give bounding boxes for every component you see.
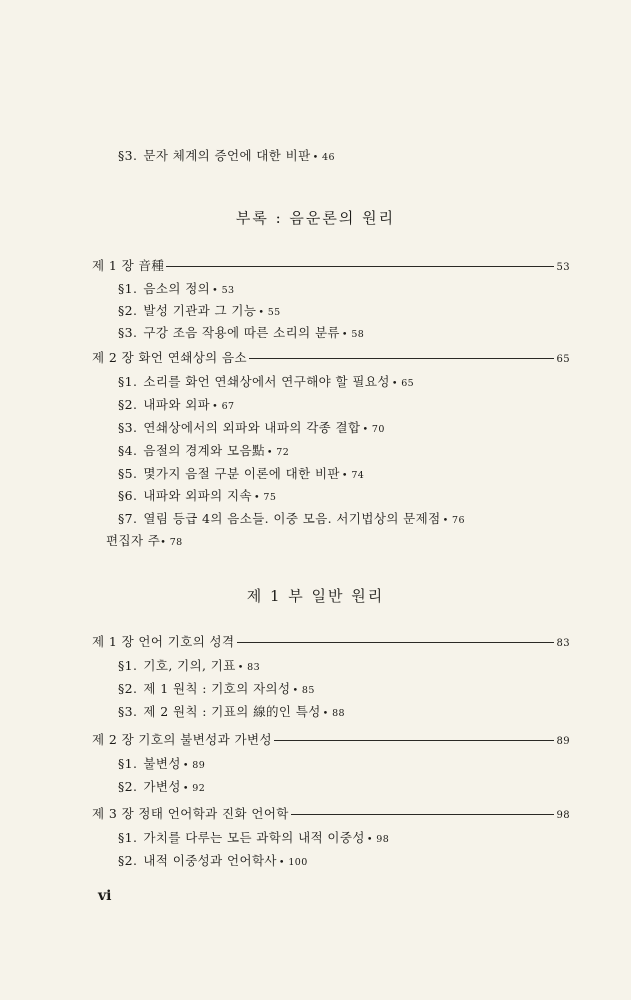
chapter-page: 98 bbox=[556, 810, 570, 821]
chapter-entry bbox=[92, 632, 570, 650]
chapter-entry bbox=[92, 730, 570, 748]
leader-line bbox=[237, 642, 555, 643]
chapter-title: 제 1 장 音種 bbox=[92, 258, 165, 273]
toc-entry: §3. 연쇄상에서의 외파와 내파의 각종 결합 • 70 bbox=[118, 420, 385, 435]
chapter-page: 53 bbox=[556, 262, 570, 273]
appendix-heading: 부록 : 음운론의 원리 bbox=[235, 209, 396, 227]
toc-entry: §5. 몇가지 음절 구분 이론에 대한 비판 • 74 bbox=[118, 466, 365, 481]
chapter-title: 제 2 장 기호의 불변성과 가변성 bbox=[92, 732, 272, 747]
chapter-page: 83 bbox=[556, 638, 570, 649]
toc-entry: §3. 제 2 원칙 : 기표의 線的인 특성 • 88 bbox=[118, 704, 345, 719]
chapter-entry bbox=[92, 804, 570, 822]
leader-line bbox=[166, 266, 554, 267]
entry-title: 문자 체계의 증언에 대한 비판 bbox=[143, 148, 311, 163]
toc-entry: §1. 가치를 다루는 모든 과학의 내적 이중성 • 98 bbox=[118, 830, 390, 845]
part-heading: 제 1 부 일반 원리 bbox=[246, 587, 385, 605]
page-folio: vi bbox=[98, 888, 112, 904]
toc-entry: §3. 구강 조음 작용에 따른 소리의 분류 • 58 bbox=[118, 325, 365, 340]
chapter-page: 89 bbox=[556, 736, 570, 747]
chapter-title: 제 3 장 정태 언어학과 진화 언어학 bbox=[92, 806, 289, 821]
toc-entry: §2. 제 1 원칙 : 기호의 자의성 • 85 bbox=[118, 681, 315, 696]
leader-line bbox=[274, 740, 555, 741]
chapter-title: 제 1 장 언어 기호의 성격 bbox=[92, 634, 235, 649]
toc-entry: §1. 소리를 화언 연쇄상에서 연구해야 할 필요성 • 65 bbox=[118, 374, 415, 389]
toc-entry: §2. 내적 이중성과 언어학사 • 100 bbox=[118, 853, 308, 868]
leader-line bbox=[291, 814, 555, 815]
entry-page: • 46 bbox=[312, 152, 335, 163]
toc-entry: §2. 발성 기관과 그 기능 • 55 bbox=[118, 303, 281, 318]
toc-entry: §1. 기호, 기의, 기표 • 83 bbox=[118, 658, 261, 673]
toc-entry: §6. 내파와 외파의 지속 • 75 bbox=[118, 488, 277, 503]
toc-entry: §4. 음절의 경계와 모음點 • 72 bbox=[118, 443, 290, 458]
toc-entry: §1. 음소의 정의 • 53 bbox=[118, 281, 235, 296]
chapter-title: 제 2 장 화언 연쇄상의 음소 bbox=[92, 350, 247, 365]
toc-entry: §3. 문자 체계의 증언에 대한 비판 • 46 bbox=[118, 148, 335, 163]
toc-entry: §2. 가변성 • 92 bbox=[118, 779, 206, 794]
editor-note: 편집자 주• 78 bbox=[106, 533, 183, 548]
leader-line bbox=[249, 358, 554, 359]
toc-entry: §7. 열림 등급 4의 음소들. 이중 모음. 서기법상의 문제점 • 76 bbox=[118, 511, 465, 526]
chapter-entry bbox=[92, 348, 570, 366]
toc-entry: §2. 내파와 외파 • 67 bbox=[118, 397, 235, 412]
toc-entry: §1. 불변성 • 89 bbox=[118, 756, 206, 771]
chapter-page: 65 bbox=[556, 354, 570, 365]
chapter-entry bbox=[92, 256, 570, 274]
